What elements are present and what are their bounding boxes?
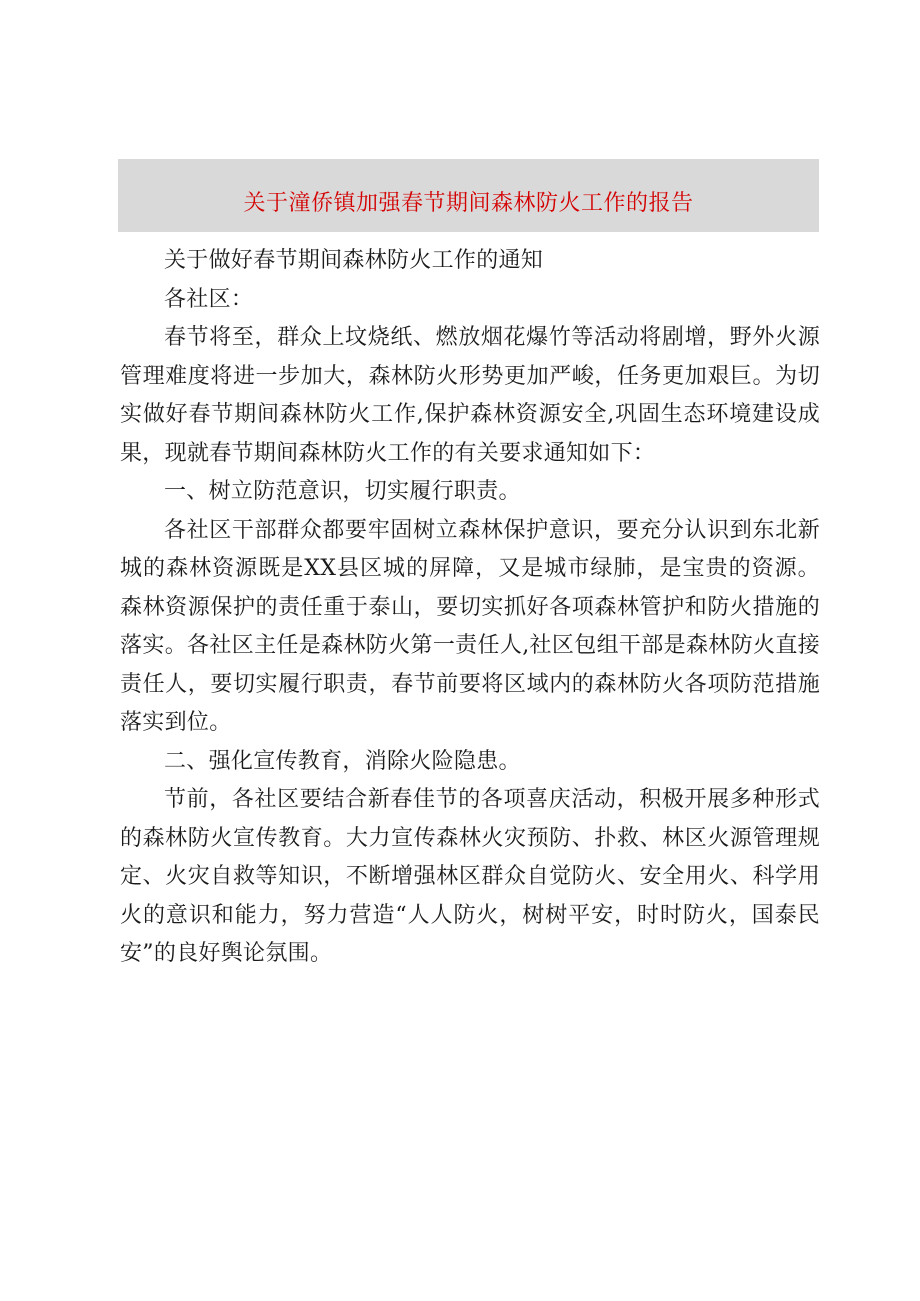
- section-heading-1: 一、树立防范意识，切实履行职责。: [164, 479, 521, 504]
- intro-paragraph: 春节将至，群众上坟烧纸、燃放烟花爆竹等活动将剧增，野外火源管理难度将进一步加大，森林防火形势更加严峻，任务更加艰巨。为切实做好春节期间森林防火工作,保护森林资源安全,巩固生态环境建设成果，现就春节期间森林防火工作的有关要求通知如下：: [120, 325, 820, 466]
- section-heading-2: 二、强化宣传教育，消除火险隐患。: [164, 748, 521, 774]
- document-title: 关于潼侨镇加强春节期间森林防火工作的报告: [243, 191, 694, 216]
- notice-heading: 关于做好春节期间森林防火工作的通知: [164, 248, 544, 273]
- section-paragraph-2: 节前，各社区要结合新春佳节的各项喜庆活动，积极开展多种形式的森林防火宣传教育。大力宣传森林火灾预防、扑救、林区火源管理规定、火灾自救等知识，不断增强林区群众自觉防火、安全用火、科学用火的意识和能力，努力营造“人人防火，树树平安，时时防火，国泰民安”的良好舆论氛围。: [120, 787, 820, 966]
- document-body: [120, 242, 820, 974]
- section-paragraph-1: 各社区干部群众都要牢固树立森林保护意识，要充分认识到东北新城的森林资源既是XX县区城的屏障，又是城市绿肺，是宝贵的资源。森林资源保护的责任重于泰山，要切实抓好各项森林管护和防火措施的落实。各社区主任是森林防火第一责任人,社区包组干部是森林防火直接责任人，要切实履行职责，春节前要将区域内的森林防火各项防范措施落实到位。: [120, 517, 820, 735]
- title-band: [118, 159, 819, 232]
- salutation: 各社区：: [164, 286, 254, 312]
